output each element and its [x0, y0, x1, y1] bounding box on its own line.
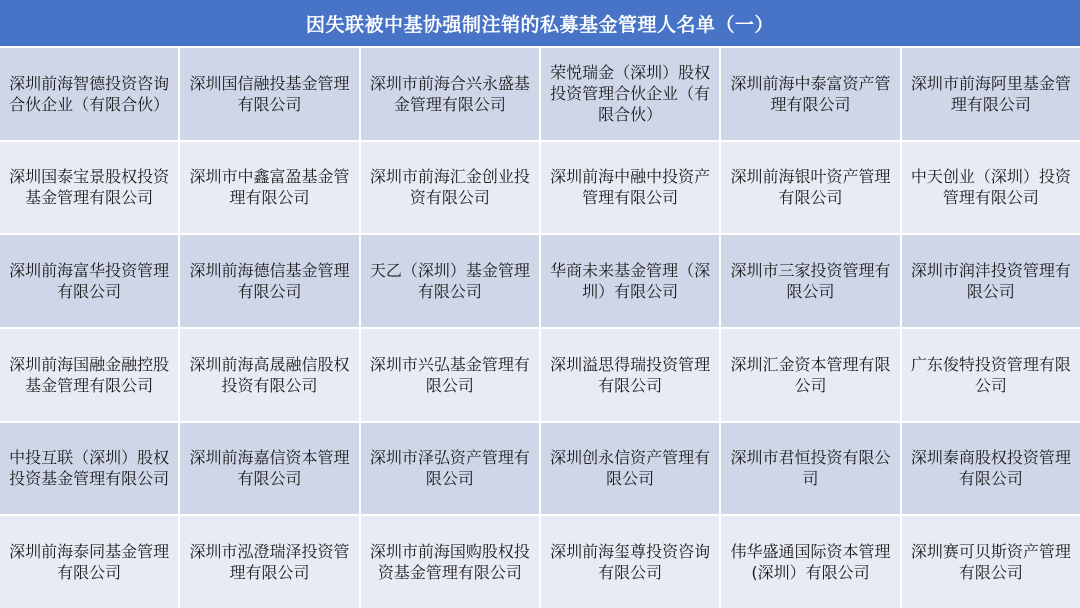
company-name: 深圳市三家投资管理有限公司	[730, 261, 891, 302]
company-cell	[180, 48, 358, 140]
company-name: 深圳前海德信基金管理有限公司	[189, 261, 350, 302]
company-name: 深圳赛可贝斯资产管理有限公司	[910, 542, 1071, 583]
company-cell	[541, 235, 719, 327]
company-cell	[541, 423, 719, 515]
company-cell	[0, 235, 178, 327]
company-cell	[180, 142, 358, 234]
company-name: 深圳前海嘉信资本管理有限公司	[189, 448, 350, 489]
company-name: 深圳前海高晟融信股权投资有限公司	[189, 354, 350, 395]
company-name: 深圳秦商股权投资管理有限公司	[910, 448, 1071, 489]
company-name: 华商未来基金管理（深圳）有限公司	[550, 261, 711, 302]
company-cell	[721, 329, 899, 421]
company-name: 深圳市泓澄瑞泽投资管理有限公司	[189, 542, 350, 583]
company-cell	[902, 142, 1080, 234]
company-cell	[902, 423, 1080, 515]
company-cell	[902, 329, 1080, 421]
company-name: 深圳市前海国购股权投资基金管理有限公司	[369, 542, 530, 583]
company-name: 深圳前海银叶资产管理有限公司	[730, 167, 891, 208]
company-cell	[180, 235, 358, 327]
company-name: 荣悦瑞金（深圳）股权投资管理合伙企业（有限合伙）	[550, 63, 711, 125]
company-cell	[541, 516, 719, 608]
company-cell	[541, 142, 719, 234]
company-cell	[541, 329, 719, 421]
company-name: 深圳市前海合兴永盛基金管理有限公司	[369, 73, 530, 114]
company-cell	[0, 48, 178, 140]
page-title: 因失联被中基协强制注销的私募基金管理人名单（一）	[0, 0, 1080, 46]
company-name: 伟华盛通国际资本管理(深圳）有限公司	[730, 542, 891, 583]
company-cell	[361, 142, 539, 234]
company-name: 广东俊特投资管理有限公司	[910, 354, 1071, 395]
company-cell	[0, 516, 178, 608]
company-name: 中投互联（深圳）股权投资基金管理有限公司	[9, 448, 170, 489]
company-cell	[0, 142, 178, 234]
company-name: 深圳前海中融中投资产管理有限公司	[550, 167, 711, 208]
company-cell	[361, 235, 539, 327]
company-name: 深圳国泰宝景股权投资基金管理有限公司	[9, 167, 170, 208]
company-cell	[721, 423, 899, 515]
company-cell	[902, 516, 1080, 608]
company-cell	[721, 235, 899, 327]
company-cell	[180, 329, 358, 421]
company-name: 深圳汇金资本管理有限公司	[730, 354, 891, 395]
company-cell	[721, 142, 899, 234]
company-cell	[180, 423, 358, 515]
company-name: 深圳前海国融金融控股基金管理有限公司	[9, 354, 170, 395]
company-name: 中天创业（深圳）投资管理有限公司	[910, 167, 1071, 208]
company-cell	[180, 516, 358, 608]
company-cell	[361, 516, 539, 608]
company-name: 深圳前海中泰富资产管理有限公司	[730, 73, 891, 114]
company-grid	[0, 48, 1080, 608]
company-cell	[902, 235, 1080, 327]
company-cell	[541, 48, 719, 140]
company-name: 深圳市泽弘资产管理有限公司	[369, 448, 530, 489]
company-name: 深圳溢思得瑞投资管理有限公司	[550, 354, 711, 395]
company-name: 深圳前海富华投资管理有限公司	[9, 261, 170, 302]
company-name: 深圳市润沣投资管理有限公司	[910, 261, 1071, 302]
company-cell	[361, 329, 539, 421]
company-cell	[0, 329, 178, 421]
company-name: 天乙（深圳）基金管理有限公司	[369, 261, 530, 302]
company-name: 深圳市兴弘基金管理有限公司	[369, 354, 530, 395]
company-name: 深圳市前海汇金创业投资有限公司	[369, 167, 530, 208]
company-name: 深圳前海智德投资咨询合伙企业（有限合伙）	[9, 73, 170, 114]
company-name: 深圳市君恒投资有限公司	[730, 448, 891, 489]
company-name: 深圳市前海阿里基金管理有限公司	[910, 73, 1071, 114]
company-name: 深圳前海玺尊投资咨询有限公司	[550, 542, 711, 583]
company-cell	[721, 48, 899, 140]
company-cell	[721, 516, 899, 608]
company-name: 深圳国信融投基金管理有限公司	[189, 73, 350, 114]
company-name: 深圳创永信资产管理有限公司	[550, 448, 711, 489]
company-cell	[361, 423, 539, 515]
company-cell	[0, 423, 178, 515]
company-name: 深圳市中鑫富盈基金管理有限公司	[189, 167, 350, 208]
company-cell	[361, 48, 539, 140]
company-name: 深圳前海泰同基金管理有限公司	[9, 542, 170, 583]
company-cell	[902, 48, 1080, 140]
